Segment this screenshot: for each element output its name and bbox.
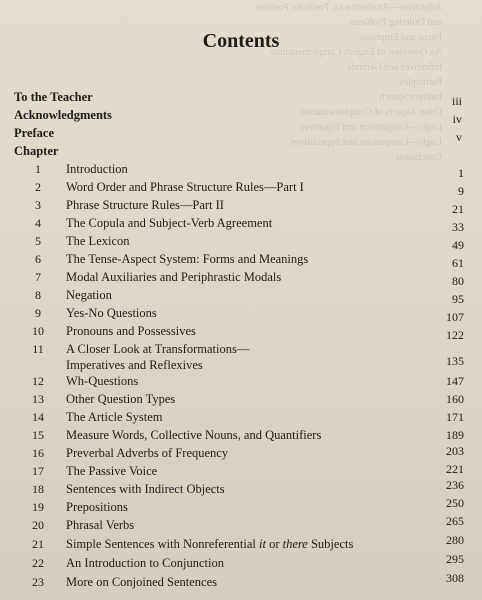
chapter-page: 135 bbox=[446, 354, 464, 368]
chapter-title: Phrase Structure Rules—Part II bbox=[66, 198, 224, 212]
chapter-title: The Lexicon bbox=[66, 234, 130, 248]
front-matter-page: v bbox=[456, 130, 462, 144]
chapter-number: 19 bbox=[32, 500, 44, 514]
front-matter-entry: To the Teacher bbox=[14, 90, 93, 104]
chapter-number: 11 bbox=[32, 342, 44, 356]
chapter-number: 16 bbox=[32, 446, 44, 460]
chapter-page: 236 bbox=[446, 478, 464, 492]
chapter-page: 95 bbox=[452, 292, 464, 306]
chapter-number: 20 bbox=[32, 518, 44, 532]
chapter-number: 1 bbox=[35, 162, 41, 176]
chapter-title-end: Subjects bbox=[307, 537, 354, 551]
front-matter-entry: Acknowledgments bbox=[14, 108, 112, 122]
chapter-title: Simple Sentences with Nonreferential bbox=[66, 537, 256, 551]
chapter-number: 10 bbox=[32, 324, 44, 338]
chapter-title: Pronouns and Possessives bbox=[66, 324, 196, 338]
chapter-page: 33 bbox=[452, 220, 464, 234]
chapter-title: More on Conjoined Sentences bbox=[66, 575, 218, 589]
chapter-title: Yes-No Questions bbox=[66, 306, 157, 320]
chapter-number: 4 bbox=[35, 216, 41, 230]
page-title: Contents bbox=[202, 30, 280, 52]
chapter-page: 122 bbox=[446, 328, 464, 342]
chapter-page: 295 bbox=[446, 552, 464, 566]
chapter-page: 80 bbox=[452, 274, 464, 288]
chapter-title: An Introduction to Conjunction bbox=[66, 556, 224, 570]
chapter-page: 107 bbox=[446, 310, 464, 324]
chapter-page: 280 bbox=[446, 533, 464, 547]
chapter-title: Preverbal Adverbs of Frequency bbox=[66, 446, 229, 460]
front-matter-page: iv bbox=[452, 112, 462, 126]
chapter-page: 21 bbox=[452, 202, 464, 216]
chapter-title-continued: Imperatives and Reflexives bbox=[66, 358, 203, 372]
bleed-through-text: Adjectives—Attributive vs. Predicate Position and Ordering Problems Focus and Emphasis An Overview of English Complementation Infinitives and Gerunds Participles Indirect Speech Other Aspects of Complementation Logic—Conjunction and Equatives Logic—Comparison and Superlatives Conclusion bbox=[256, 2, 442, 163]
chapter-title: The Tense-Aspect System: Forms and Meanings bbox=[66, 252, 309, 266]
chapter-title: Sentences with Indirect Objects bbox=[66, 482, 225, 496]
chapter-page: 147 bbox=[446, 374, 464, 388]
chapter-page: 189 bbox=[446, 428, 464, 442]
chapter-number: 6 bbox=[35, 252, 41, 266]
chapter-number: 13 bbox=[32, 392, 44, 406]
chapter-page: 265 bbox=[446, 514, 464, 528]
chapter-page: 160 bbox=[446, 392, 464, 406]
chapter-title-italic-it: it bbox=[259, 537, 266, 551]
chapter-number: 9 bbox=[35, 306, 41, 320]
chapter-title: Negation bbox=[66, 288, 112, 302]
chapter-page: 221 bbox=[446, 462, 464, 476]
chapter-title: Wh-Questions bbox=[66, 374, 139, 388]
chapter-title: Modal Auxiliaries and Periphrastic Modals bbox=[66, 270, 282, 284]
chapter-title: Prepositions bbox=[66, 500, 128, 514]
chapter-heading: Chapter bbox=[14, 144, 59, 158]
chapter-number: 15 bbox=[32, 428, 44, 442]
chapter-title: The Passive Voice bbox=[66, 464, 158, 478]
chapter-title: Other Question Types bbox=[66, 392, 176, 406]
chapter-page: 49 bbox=[452, 238, 464, 252]
chapter-title: A Closer Look at Transformations— bbox=[66, 342, 250, 356]
chapter-title: Introduction bbox=[66, 162, 128, 176]
chapter-number: 2 bbox=[35, 180, 41, 194]
chapter-number: 14 bbox=[32, 410, 44, 424]
chapter-number: 21 bbox=[32, 537, 44, 551]
chapter-title: Word Order and Phrase Structure Rules—Part I bbox=[66, 180, 304, 194]
chapter-number: 5 bbox=[35, 234, 41, 248]
chapter-page: 1 bbox=[458, 166, 464, 180]
chapter-title-or: or bbox=[265, 537, 283, 551]
chapter-number: 18 bbox=[32, 482, 44, 496]
chapter-number: 3 bbox=[35, 198, 41, 212]
chapter-number: 12 bbox=[32, 374, 44, 388]
chapter-page: 203 bbox=[446, 444, 464, 458]
chapter-number: 17 bbox=[32, 464, 44, 478]
chapter-title: The Article System bbox=[66, 410, 163, 424]
chapter-title: Measure Words, Collective Nouns, and Quantifiers bbox=[66, 428, 322, 442]
chapter-page: 308 bbox=[446, 571, 464, 585]
chapter-number: 8 bbox=[35, 288, 41, 302]
chapter-number: 22 bbox=[32, 556, 44, 570]
chapter-page: 9 bbox=[458, 184, 464, 198]
chapter-title-line bbox=[66, 537, 353, 552]
chapter-number: 23 bbox=[32, 575, 44, 589]
chapter-title: The Copula and Subject-Verb Agreement bbox=[66, 216, 273, 230]
chapter-page: 61 bbox=[452, 256, 464, 270]
chapter-title-italic-there: there bbox=[282, 537, 308, 551]
chapter-page: 250 bbox=[446, 496, 464, 510]
front-matter-entry: Preface bbox=[14, 126, 55, 140]
chapter-title: Phrasal Verbs bbox=[66, 518, 135, 532]
chapter-page: 171 bbox=[446, 410, 464, 424]
chapter-number: 7 bbox=[35, 270, 41, 284]
front-matter-page: iii bbox=[451, 94, 462, 108]
